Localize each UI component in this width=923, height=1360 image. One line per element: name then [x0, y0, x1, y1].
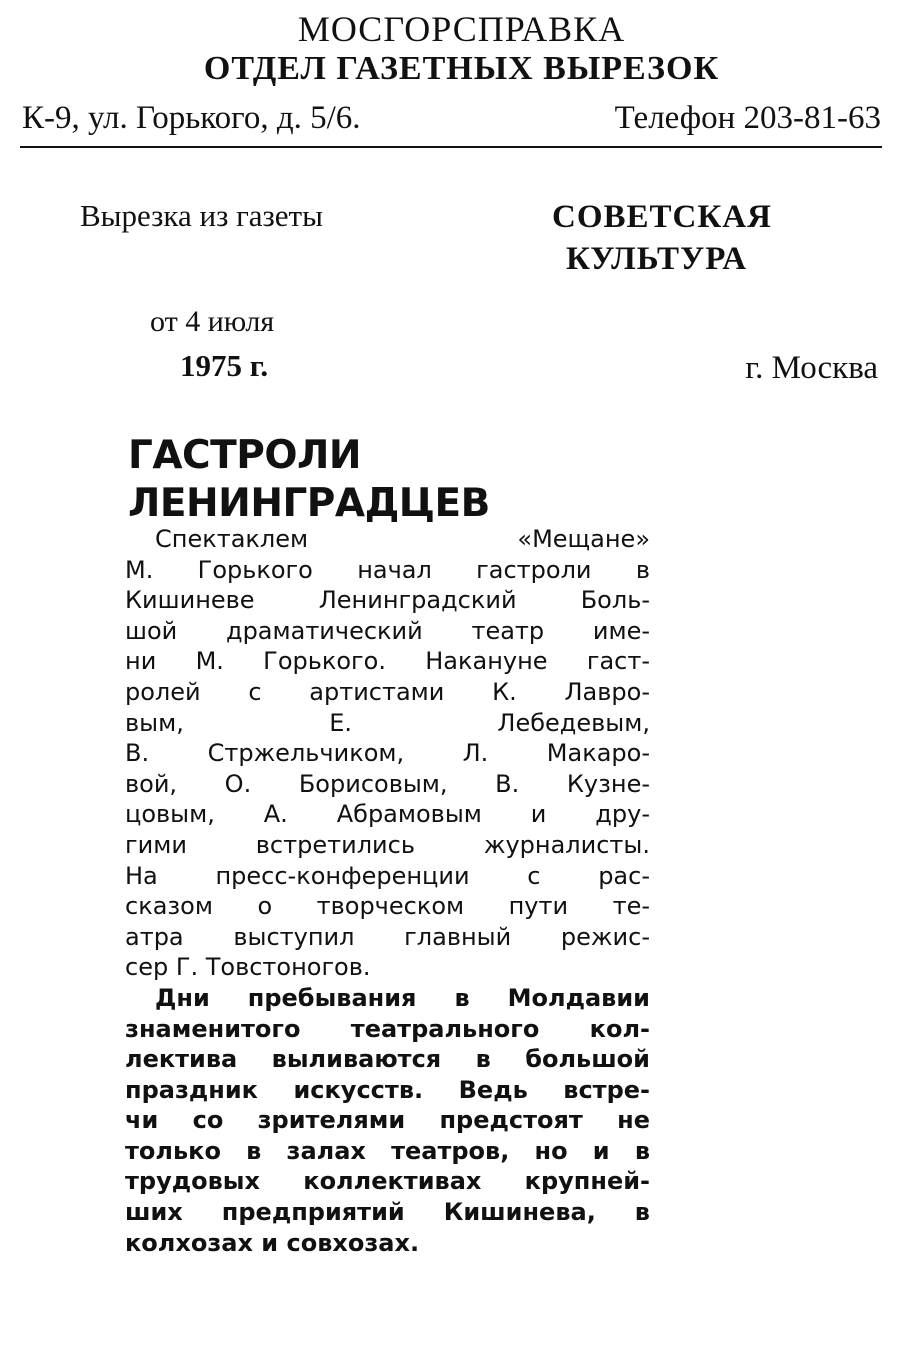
article-line: атра выступил главный режис- — [125, 922, 650, 951]
article-line: вым, Е. Лебедевым, — [125, 708, 650, 737]
agency-phone: Телефон 203-81-63 — [614, 100, 881, 136]
article-line: трудовых коллективах крупней- — [125, 1167, 650, 1196]
newspaper-name — [552, 196, 772, 280]
article-line: М. Горького начал гастроли в — [125, 555, 650, 584]
clipping-year: 1975 г. — [180, 348, 269, 383]
headline-line1: ГАСТРОЛИ — [128, 433, 362, 478]
article-line: В. Стржельчиком, Л. Макаро- — [125, 739, 650, 768]
article-line: ни М. Горького. Накануне гаст- — [125, 647, 650, 676]
clipping-label: Вырезка из газеты — [80, 198, 323, 233]
header-divider — [20, 146, 882, 148]
article-line: сер Г. Товстоногов. — [125, 953, 371, 982]
article-line: чи со зрителями предстоят не — [125, 1106, 650, 1135]
article-line: На пресс-конференции с рас- — [125, 861, 650, 890]
article-line: Спектаклем «Мещане» — [155, 525, 650, 553]
clipping-city: г. Москва — [745, 350, 878, 386]
agency-address: К-9, ул. Горького, д. 5/6. — [22, 100, 361, 136]
article-line: Кишиневе Ленинградский Боль- — [125, 586, 650, 615]
clipping-date: от 4 июля — [150, 305, 275, 338]
article-line: гими встретились журналисты. — [125, 830, 650, 859]
article-line: Дни пребывания в Молдавии — [155, 983, 650, 1012]
newspaper-name-line1: СОВЕТСКАЯ — [552, 199, 772, 235]
article-line: вой, О. Борисовым, В. Кузне- — [125, 769, 650, 798]
article-line: ших предприятий Кишинева, в — [125, 1198, 650, 1227]
department-name: ОТДЕЛ ГАЗЕТНЫХ ВЫРЕЗОК — [203, 50, 720, 87]
article-line: лектива выливаются в большой — [125, 1045, 650, 1074]
article-line: праздник искусств. Ведь встре- — [125, 1075, 650, 1104]
article-body — [125, 524, 650, 1258]
article-line: только в залах театров, но и в — [125, 1136, 650, 1165]
article-line: сказом о творческом пути те- — [125, 892, 650, 921]
article-line: ролей с артистами К. Лавро- — [125, 677, 650, 706]
article-line: шой драматический театр име- — [125, 616, 650, 645]
newspaper-name-line2: КУЛЬТУРА — [566, 241, 748, 277]
headline-line2: ЛЕНИНГРАДЦЕВ — [128, 481, 490, 526]
article-line: цовым, А. Абрамовым и дру- — [125, 800, 650, 829]
article-headline — [128, 432, 490, 528]
agency-name: МОСГОРСПРАВКА — [297, 9, 626, 49]
article-line: колхозах и совхозах. — [125, 1228, 420, 1257]
article-line: знаменитого театрального кол- — [125, 1014, 650, 1043]
